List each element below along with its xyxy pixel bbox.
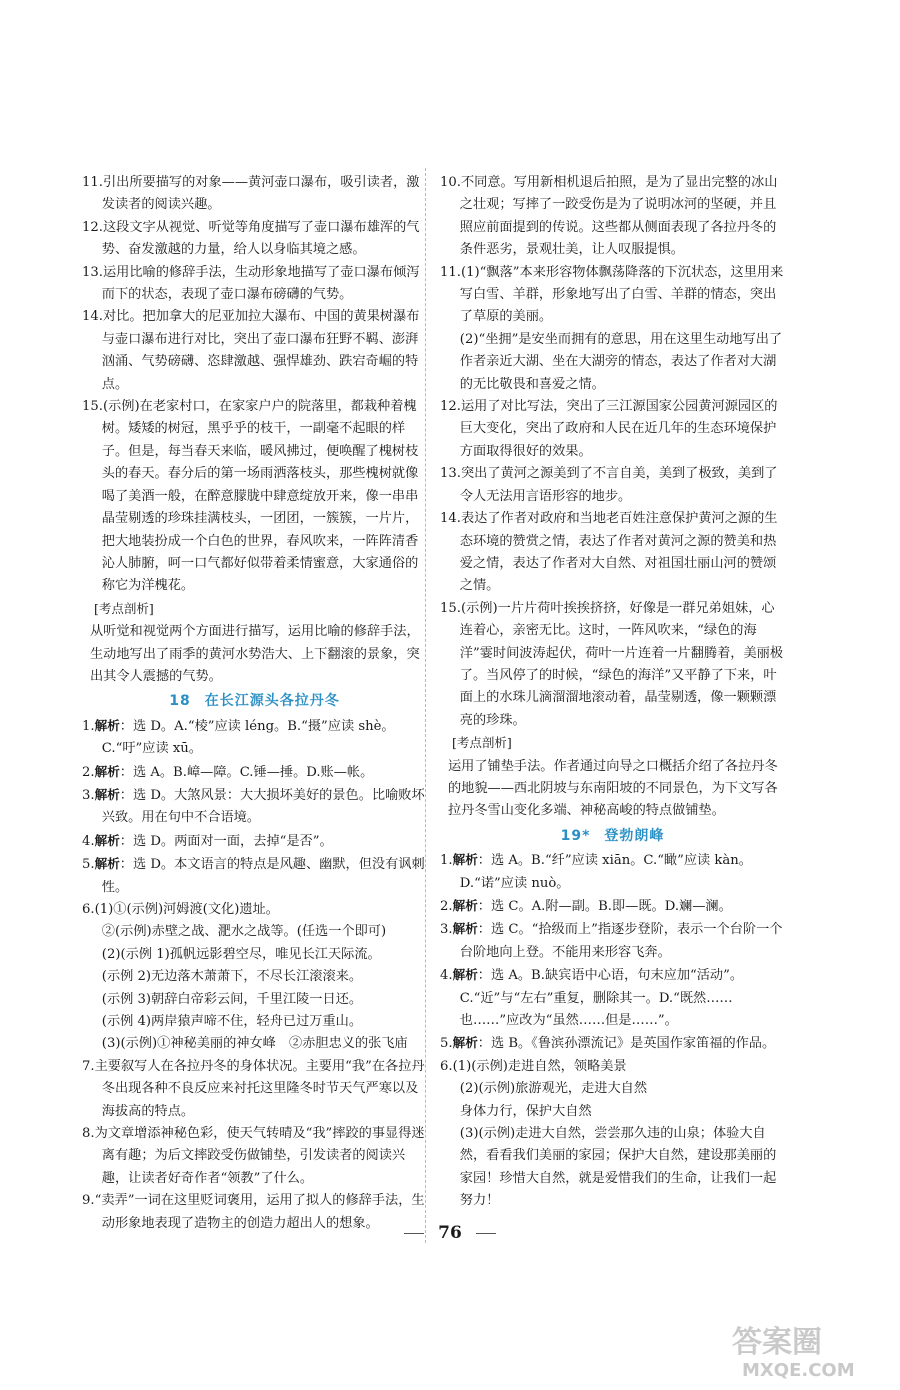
answer-item: 4.解析：选 D。两面对一面，去掉“是否”。 (82, 832, 333, 849)
section-heading (440, 825, 785, 847)
answer-subitem: (3)(示例)走进大自然，尝尝那久违的山泉；体验大自然，看看我们美丽的家园；保护大自然，建设那美丽的家园！珍惜大自然，就是爱惜我们的生命，让我们一起努力！ (459, 1126, 777, 1209)
watermark-url: MXQE.COM (742, 1360, 855, 1381)
answer-subitem: (示例 4)两岸猿声啼不住，轻舟已过万重山。 (101, 1014, 363, 1030)
answer-item: 15.(示例)在老家村口，在家家户户的院落里，都栽种着槐树。矮矮的树冠，黑乎乎的枝干，一副毫不起眼的样子。但是，每当春天来临，暖风拂过，便唤醒了槐树枝头的春天。春分后的第一场雨洒落枝头，那些槐树就像喝了美酒一般，在醉意朦胧中肆意绽放开来，像一串串晶莹剔透的珍珠挂满枝头，一团团，一簇簇，一片片，把大地装扮成一个白色的世界，春风吹来，一阵阵清香沁人肺腑，呵一口气都好似带着柔情蜜意，大家通俗的称它为洋槐花。 (82, 399, 419, 594)
answer-item: 12.运用了对比写法，突出了三江源国家公园黄河源园区的巨大变化，突出了政府和人民在近几年的生态环境保护方面取得很好的效果。 (440, 399, 778, 459)
answer-item: 2.解析：选 C。A.附—副。B.即—既。D.斓—澜。 (440, 898, 732, 914)
analysis-label: [ 考点剖析 ] (448, 734, 516, 752)
answer-item: 5.解析：选 B。《鲁滨孙漂流记》是英国作家笛福的作品。 (440, 1035, 776, 1052)
answer-subitem: (示例 3)朝辞白帝彩云间，千里江陵一日还。 (101, 991, 363, 1007)
answer-item: 4.解析：选 A。B.缺宾语中心语，句末应加“活动”。C.“近”与“左右”重复，删除其一。D.“既然……也……”应改为“虽然……但是……”。 (440, 967, 744, 1029)
answer-item: 1.解析：选 D。A.“棱”应读 léng。B.“摄”应读 shè。C.“吁”应读 xū。 (82, 717, 395, 757)
answer-item: 9.“卖弄”一词在这里贬词褒用，运用了拟人的修辞手法，生动形象地表现了造物主的创造力超出人的想象。 (82, 1193, 425, 1231)
section-title: 在长江源头各拉丹冬 (204, 693, 340, 710)
answer-subitem: ②(示例)赤壁之战、淝水之战等。(任选一个即可) (101, 924, 387, 940)
watermark-text: 答案圈 (732, 1325, 822, 1360)
answer-item: 13.运用比喻的修辞手法，生动形象地描写了壶口瀑布倾泻而下的状态，表现了壶口瀑布磅礴的气势。 (82, 264, 420, 303)
answer-item: 6.(1)(示例)走进自然，领略美景 (440, 1058, 627, 1074)
answer-item: 3.解析：选 D。大煞风景：大大损坏美好的景色。比喻败坏兴致。用在句中不合语境。 (82, 786, 425, 826)
answer-item: 12.这段文字从视觉、听觉等角度描写了壶口瀑布雄浑的气势、奋发激越的力量，给人以身临其境之感。 (82, 219, 420, 258)
answer-item: 13.突出了黄河之源美到了不言自美，美到了极致，美到了令人无法用言语形容的地步。 (440, 466, 778, 504)
analysis-label: [ 考点剖析 ] (90, 600, 158, 618)
section-number: 18 (169, 693, 191, 710)
right-column (440, 172, 785, 1213)
answer-item: 11.引出所要描写的对象——黄河壶口瀑布，吸引读者，激发读者的阅读兴趣。 (82, 175, 420, 213)
answer-item: 6.(1)①(示例)河姆渡(文化)遗址。 (82, 902, 279, 917)
answer-subitem: 身体力行，保护大自然 (459, 1103, 592, 1119)
answer-item: 5.解析：选 D。本文语言的特点是风趣、幽默，但没有讽刺性。 (82, 856, 425, 895)
answer-subitem: (2)(示例)旅游观光，走进大自然 (459, 1081, 648, 1097)
answer-item: 1.解析：选 A。B.“纤”应读 xiān。C.“瞰”应读 kàn。D.“诺”应读 nuò。 (440, 852, 752, 891)
answer-subitem: (2)“坐拥”是安坐而拥有的意思，用在这里生动地写出了作者亲近大湖、坐在大湖旁的情态，表达了作者对大湖的无比敬畏和喜爱之情。 (459, 331, 783, 392)
answer-item: 8.为文章增添神秘色彩，使天气转晴及“我”摔跤的事显得迷离有趣；为后文摔跤受伤做铺垫，引发读者的阅读兴趣，让读者好奇作者“领教”了什么。 (82, 1126, 425, 1186)
analysis-text: 运用了铺垫手法。作者通过向导之口概括介绍了各拉丹冬的地貌——西北阴坡与东南阳坡的不同景色，为下文写各拉丹冬雪山变化多端、神秘高峻的特点做铺垫。 (448, 758, 778, 819)
answer-item: 11.(1)“飘落”本来形容物体飘荡降落的下沉状态，这里用来写白雪、羊群，形象地写出了白雪、羊群的情态，突出了草原的美丽。 (440, 264, 784, 325)
answer-item: 14.对比。把加拿大的尼亚加拉大瀑布、中国的黄果树瀑布与壶口瀑布进行对比，突出了壶口瀑布狂野不羁、澎湃汹涌、气势磅礴、恣肆激越、强悍雄劲、跌宕奇崛的特点。 (82, 309, 420, 392)
answer-subitem: (示例 2)无边落木萧萧下，不尽长江滚滚来。 (101, 969, 363, 985)
analysis-text: 从听觉和视觉两个方面进行描写，运用比喻的修辞手法，生动地写出了雨季的黄河水势浩大、上下翻滚的景象，突出其令人震撼的气势。 (90, 624, 420, 684)
left-column (82, 172, 427, 1235)
answer-subitem: (3)(示例)①神秘美丽的神女峰 ②赤胆忠义的张飞庙 (101, 1036, 408, 1052)
section-heading (82, 690, 427, 712)
section-title: 登勃朗峰 (604, 827, 665, 844)
answer-item: 15.(示例)一片片荷叶挨挨挤挤，好像是一群兄弟姐妹，心连着心，亲密无比。这时，一阵风吹来，“绿色的海洋”霎时间波涛起伏，荷叶一片连着一片翻腾着，美丽极了。当风停了的时候，“绿色的海洋”又平静了下来，叶面上的水珠儿滴溜溜地滚动着，晶莹剔透，像一颗颗漂亮的珍珠。 (440, 600, 784, 728)
answer-item: 2.解析：选 A。B.嶂—障。C.锤—捶。D.账—帐。 (82, 763, 374, 780)
answer-item: 3.解析：选 C。“拾级而上”指逐步登阶，表示一个台阶一个台阶地向上登。不能用来形容飞奔。 (440, 921, 783, 960)
answer-item: 10.不同意。写用新相机退后拍照，是为了显出完整的冰山之壮观；写摔了一跤受伤是为了说明冰河的坚硬，并且照应前面提到的传说。这些都从侧面表现了各拉丹冬的条件恶劣，景观壮美，让人叹服提惧。 (440, 175, 778, 258)
answer-item: 14.表达了作者对政府和当地老百姓注意保护黄河之源的生态环境的赞赏之情，表达了作者对黄河之源的赞美和热爱之情，表达了作者对大自然、对祖国壮丽山河的赞颂之情。 (440, 511, 778, 594)
page-number: 76 (0, 1223, 900, 1243)
answer-item: 7.主要叙写人在各拉丹冬的身体状况。主要用“我”在各拉丹冬出现各种不良反应来衬托这里隆冬时节天气严寒以及海拔高的特点。 (82, 1058, 425, 1119)
answer-subitem: (2)(示例 1)孤帆远影碧空尽，唯见长江天际流。 (101, 946, 381, 962)
section-number: 19* (560, 827, 591, 844)
watermark-logo (728, 1322, 878, 1382)
